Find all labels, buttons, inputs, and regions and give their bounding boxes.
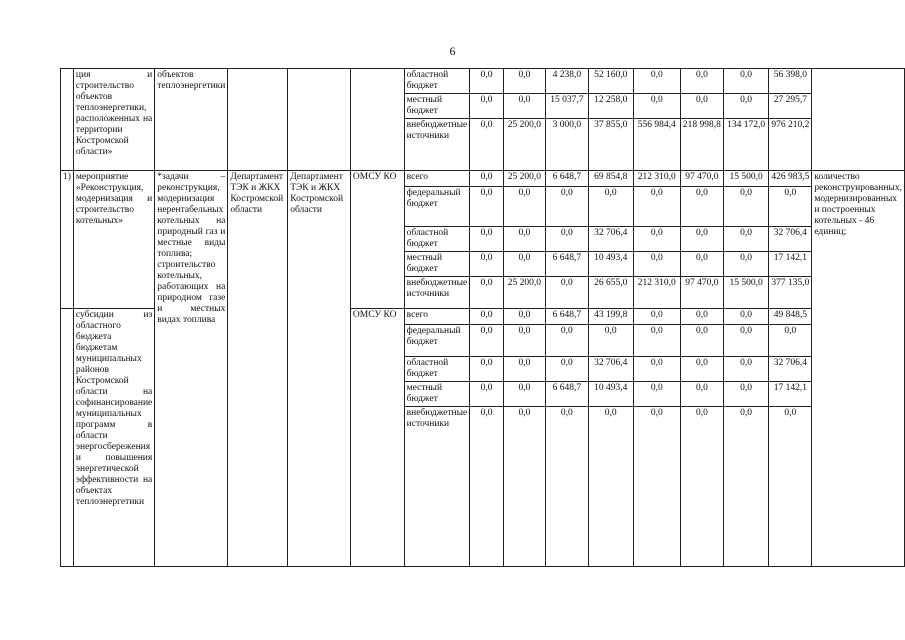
program-table (60, 68, 905, 567)
amount-cell: 0,0 (470, 69, 504, 94)
amount-cell: 0,0 (723, 309, 768, 325)
amount-cell: 0,0 (545, 325, 588, 357)
amount-cell: 0,0 (723, 325, 768, 357)
funding-source: всего (404, 309, 470, 325)
funding-source: внебюджетные источники (404, 407, 470, 567)
amount-cell: 0,0 (470, 119, 504, 171)
amount-cell: 0,0 (470, 187, 504, 227)
amount-cell: 0,0 (723, 69, 768, 94)
amount-cell: 0,0 (503, 325, 545, 357)
amount-cell: 15 500,0 (723, 277, 768, 309)
amount-cell: 0,0 (633, 187, 680, 227)
table-row (61, 69, 905, 94)
amount-cell: 0,0 (680, 94, 723, 119)
amount-cell: 0,0 (723, 187, 768, 227)
funding-source: внебюджетные источники (404, 277, 470, 309)
funding-source: внебюджетные источники (404, 119, 470, 171)
amount-cell: 10 493,4 (588, 252, 633, 277)
amount-cell: 0,0 (633, 325, 680, 357)
participant: ОМСУ КО (350, 309, 404, 567)
amount-cell: 0,0 (633, 309, 680, 325)
page-number: 6 (449, 44, 456, 58)
amount-cell: 0,0 (769, 407, 812, 567)
amount-cell: 3 000,0 (545, 119, 588, 171)
amount-cell: 15 037,7 (545, 94, 588, 119)
amount-cell: 0,0 (680, 407, 723, 567)
amount-cell: 0,0 (588, 325, 633, 357)
event-tasks: объектов теплоэнергетики (155, 69, 228, 171)
amount-cell: 556 984,4 (633, 119, 680, 171)
funding-source: местный бюджет (404, 252, 470, 277)
result-indicator (812, 69, 905, 171)
row-number (61, 309, 74, 567)
amount-cell: 0,0 (633, 94, 680, 119)
amount-cell: 212 310,0 (633, 277, 680, 309)
amount-cell: 25 200,0 (503, 119, 545, 171)
amount-cell: 976 210,2 (769, 119, 812, 171)
participant (350, 69, 404, 171)
amount-cell: 0,0 (723, 382, 768, 407)
amount-cell: 97 470,0 (680, 277, 723, 309)
amount-cell: 52 160,0 (588, 69, 633, 94)
amount-cell: 97 470,0 (680, 171, 723, 187)
amount-cell: 0,0 (503, 94, 545, 119)
amount-cell: 0,0 (680, 187, 723, 227)
amount-cell: 0,0 (503, 357, 545, 382)
amount-cell: 25 200,0 (503, 277, 545, 309)
amount-cell: 0,0 (470, 357, 504, 382)
amount-cell: 218 998,8 (680, 119, 723, 171)
amount-cell: 0,0 (723, 94, 768, 119)
row-number: 1) (61, 171, 74, 309)
amount-cell: 25 200,0 (503, 171, 545, 187)
amount-cell: 0,0 (503, 227, 545, 252)
amount-cell: 6 648,7 (545, 309, 588, 325)
amount-cell: 0,0 (633, 252, 680, 277)
amount-cell: 0,0 (503, 187, 545, 227)
amount-cell: 4 238,0 (545, 69, 588, 94)
amount-cell: 6 648,7 (545, 252, 588, 277)
amount-cell: 0,0 (588, 187, 633, 227)
amount-cell: 43 199,8 (588, 309, 633, 325)
amount-cell: 10 493,4 (588, 382, 633, 407)
amount-cell: 0,0 (723, 357, 768, 382)
funding-source: областной бюджет (404, 227, 470, 252)
row-number (61, 69, 74, 171)
amount-cell: 0,0 (503, 309, 545, 325)
amount-cell: 32 706,4 (588, 357, 633, 382)
amount-cell: 0,0 (723, 252, 768, 277)
participant: ОМСУ КО (350, 171, 404, 309)
amount-cell: 0,0 (588, 407, 633, 567)
amount-cell: 0,0 (680, 325, 723, 357)
amount-cell: 0,0 (723, 407, 768, 567)
amount-cell: 0,0 (633, 382, 680, 407)
amount-cell: 12 258,0 (588, 94, 633, 119)
amount-cell: 0,0 (503, 69, 545, 94)
amount-cell: 0,0 (680, 227, 723, 252)
amount-cell: 0,0 (680, 69, 723, 94)
funding-source: всего (404, 171, 470, 187)
amount-cell: 32 706,4 (588, 227, 633, 252)
amount-cell: 0,0 (470, 94, 504, 119)
amount-cell: 0,0 (680, 357, 723, 382)
amount-cell: 0,0 (633, 357, 680, 382)
amount-cell: 32 706,4 (769, 227, 812, 252)
amount-cell: 17 142,1 (769, 382, 812, 407)
amount-cell: 0,0 (470, 407, 504, 567)
amount-cell: 0,0 (769, 187, 812, 227)
amount-cell: 6 648,7 (545, 171, 588, 187)
event-name: мероприятие «Реконструкция, модернизация и строительство котельных» (73, 171, 154, 309)
event-tasks: *задачи – реконструкция, модернизация нерентабельных котельных на природный газ и местные виды топлива; строительство котельных, работающих на природном газе и местных видах топлива (155, 171, 228, 567)
amount-cell: 0,0 (545, 357, 588, 382)
funding-source: областной бюджет (404, 69, 470, 94)
amount-cell: 0,0 (545, 407, 588, 567)
executor (288, 69, 351, 171)
amount-cell: 0,0 (503, 252, 545, 277)
amount-cell: 0,0 (470, 382, 504, 407)
amount-cell: 37 855,0 (588, 119, 633, 171)
table-row (61, 171, 905, 187)
event-name: субсидии из областного бюджета бюджетам муниципальных районов Костромской области на софинансирование муниципальных программ в области энергосбережения и повышения энергетической эффективности на объектах теплоэнергетики (73, 309, 154, 567)
amount-cell: 0,0 (470, 277, 504, 309)
result-indicator: количество реконструированных, модернизированных и построенных котельных - 46 единиц; (812, 171, 905, 567)
amount-cell: 0,0 (545, 187, 588, 227)
amount-cell: 0,0 (545, 277, 588, 309)
funding-source: местный бюджет (404, 382, 470, 407)
amount-cell: 17 142,1 (769, 252, 812, 277)
funding-source: местный бюджет (404, 94, 470, 119)
amount-cell: 15 500,0 (723, 171, 768, 187)
coordinator: Департамент ТЭК и ЖКХ Костромской области (228, 171, 288, 567)
amount-cell: 0,0 (545, 227, 588, 252)
amount-cell: 0,0 (503, 407, 545, 567)
funding-source: федеральный бюджет (404, 187, 470, 227)
amount-cell: 56 398,0 (769, 69, 812, 94)
amount-cell: 212 310,0 (633, 171, 680, 187)
event-name: ция и строительство объектов теплоэнергетики, расположенных на территории Костромской области» (73, 69, 154, 171)
funding-source: областной бюджет (404, 357, 470, 382)
amount-cell: 0,0 (680, 382, 723, 407)
amount-cell: 6 648,7 (545, 382, 588, 407)
amount-cell: 49 848,5 (769, 309, 812, 325)
amount-cell: 0,0 (470, 252, 504, 277)
amount-cell: 0,0 (470, 171, 504, 187)
amount-cell: 426 983,5 (769, 171, 812, 187)
amount-cell: 32 706,4 (769, 357, 812, 382)
amount-cell: 0,0 (470, 325, 504, 357)
amount-cell: 377 135,0 (769, 277, 812, 309)
amount-cell: 27 295,7 (769, 94, 812, 119)
amount-cell: 0,0 (680, 252, 723, 277)
amount-cell: 134 172,0 (723, 119, 768, 171)
amount-cell: 0,0 (680, 309, 723, 325)
amount-cell: 0,0 (503, 382, 545, 407)
amount-cell: 0,0 (723, 227, 768, 252)
coordinator (228, 69, 288, 171)
amount-cell: 0,0 (633, 407, 680, 567)
funding-source: федеральный бюджет (404, 325, 470, 357)
amount-cell: 69 854,8 (588, 171, 633, 187)
amount-cell: 0,0 (470, 227, 504, 252)
executor: Департамент ТЭК и ЖКХ Костромской области (288, 171, 351, 567)
amount-cell: 0,0 (633, 227, 680, 252)
amount-cell: 0,0 (769, 325, 812, 357)
amount-cell: 26 655,0 (588, 277, 633, 309)
amount-cell: 0,0 (633, 69, 680, 94)
amount-cell: 0,0 (470, 309, 504, 325)
